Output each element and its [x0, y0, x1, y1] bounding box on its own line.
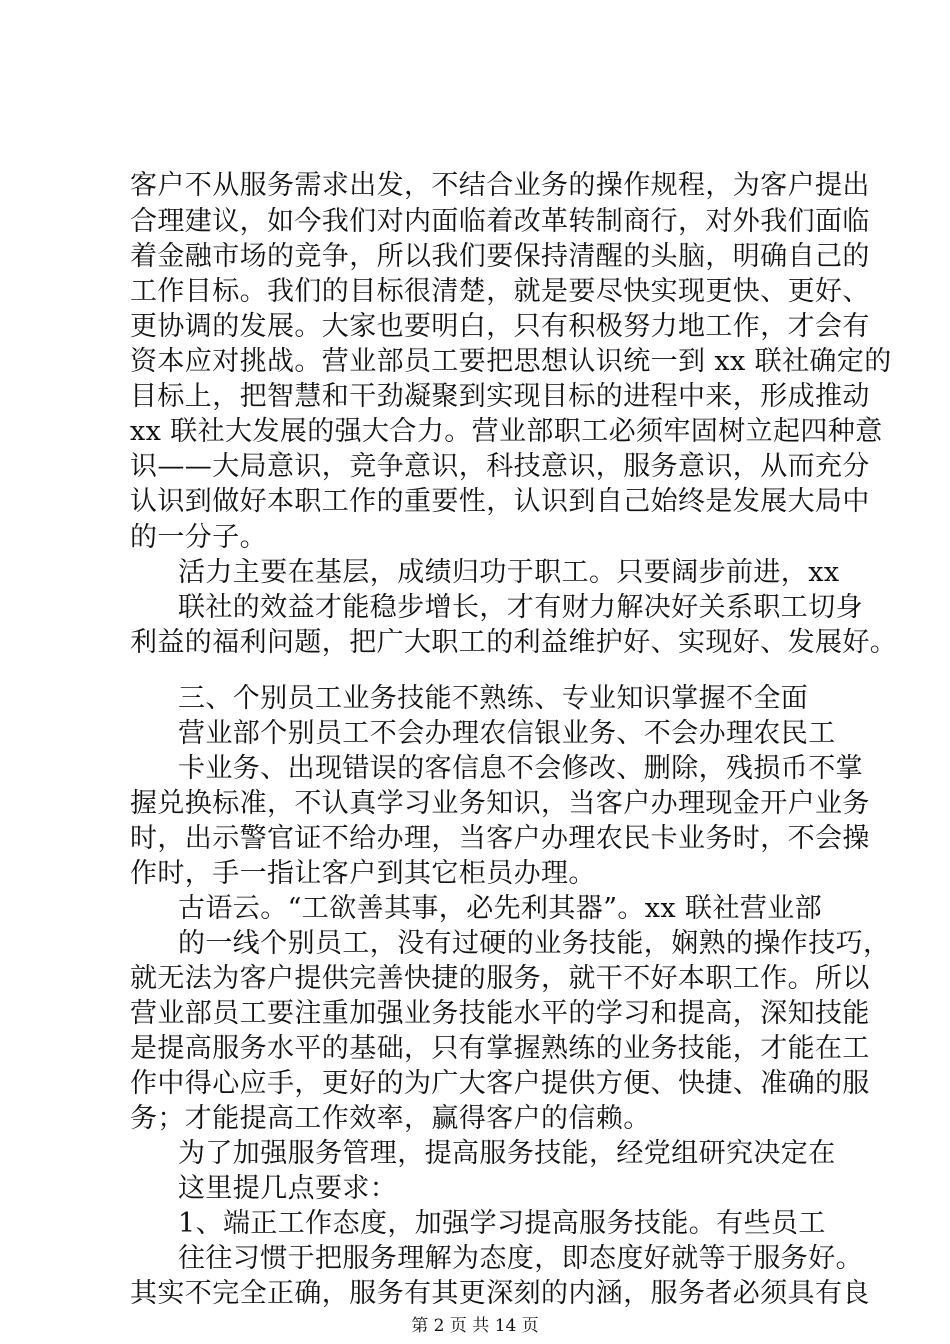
text-line: 时，出示警官证不给办理，当客户办理农民卡业务时，不会操 — [130, 823, 870, 854]
text-line: xx 联社大发展的强大合力。营业部职工必须牢固树立起四种意 — [130, 416, 883, 447]
text-line: 这里提几点要求： — [178, 1173, 398, 1204]
text-line: 资本应对挑战。营业部员工要把思想认识统一到 xx 联社确定的 — [130, 346, 892, 377]
paragraph-first-line: 活力主要在基层，成绩归功于职工。只要阔步前进，xx — [178, 557, 840, 588]
text-line: 更协调的发展。大家也要明白，只有积极努力地工作，才会有 — [130, 311, 870, 342]
text-line: 务；才能提高工作效率，赢得客户的信赖。 — [130, 1103, 651, 1134]
text-line: 是提高服务水平的基础，只有掌握熟练的业务技能，才能在工 — [130, 1033, 870, 1064]
text-line: 客户不从服务需求出发，不结合业务的操作规程，为客户提出 — [130, 170, 870, 201]
paragraph-first-line: 营业部个别员工不会办理农信银业务、不会办理农民工 — [178, 718, 836, 749]
text-line: 联社的效益才能稳步增长，才有财力解决好关系职工切身 — [178, 592, 863, 623]
paragraph-first-line: 为了加强服务管理，提高服务技能，经党组研究决定在 — [178, 1138, 836, 1169]
text-line: 的一线个别员工，没有过硬的业务技能，娴熟的操作技巧， — [178, 928, 891, 959]
text-line: 的一分子。 — [130, 522, 267, 553]
text-line: 合理建议，如今我们对内面临着改革转制商行，对外我们面临 — [130, 206, 870, 237]
paragraph-first-line: 古语云。“工欲善其事，必先利其器”。xx 联社营业部 — [178, 893, 823, 924]
page-number-footer: 第 2 页 共 14 页 — [411, 1316, 539, 1336]
text-line: 就无法为客户提供完善快捷的服务，就干不好本职工作。所以 — [130, 963, 870, 994]
text-line: 卡业务、出现错误的客信息不会修改、删除，残损币不掌 — [178, 753, 863, 784]
text-line: 认识到做好本职工作的重要性，认识到自己始终是发展大局中 — [130, 486, 870, 517]
text-line: 作时，手一指让客户到其它柜员办理。 — [130, 858, 596, 889]
section-heading: 三、个别员工业务技能不熟练、专业知识掌握不全面 — [178, 683, 809, 714]
text-line: 利益的福利问题，把广大职工的利益维护好、实现好、发展好。 — [130, 627, 898, 658]
text-line: 目标上，把智慧和干劲凝聚到实现目标的进程中来，形成推动 — [130, 381, 870, 412]
text-line: 营业部员工要注重加强业务技能水平的学习和提高，深知技能 — [130, 998, 870, 1029]
text-line: 着金融市场的竞争，所以我们要保持清醒的头脑，明确自己的 — [130, 241, 870, 272]
text-line: 工作目标。我们的目标很清楚，就是要尽快实现更快、更好、 — [130, 276, 870, 307]
text-line: 识——大局意识，竞争意识，科技意识，服务意识，从而充分 — [130, 451, 870, 482]
text-line: 握兑换标准，不认真学习业务知识，当客户办理现金开户业务 — [130, 788, 870, 819]
text-line: 往往习惯于把服务理解为态度，即态度好就等于服务好。 — [178, 1243, 863, 1274]
text-line: 其实不完全正确，服务有其更深刻的内涵，服务者必须具有良 — [130, 1278, 870, 1309]
text-line: 作中得心应手，更好的为广大客户提供方便、快捷、准确的服 — [130, 1068, 870, 1099]
list-item-heading: 1、端正工作态度，加强学习提高服务技能。有些员工 — [178, 1208, 826, 1239]
